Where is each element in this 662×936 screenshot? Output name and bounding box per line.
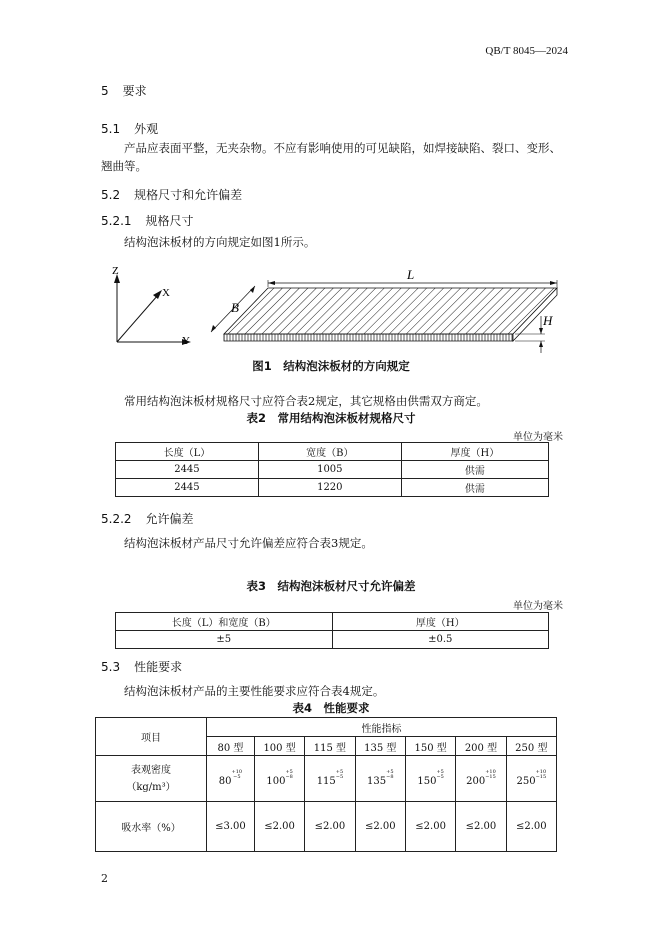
density-cell: $100^{+5 -8}$ xyxy=(254,756,304,802)
section-number: 5.2.2 xyxy=(101,512,132,526)
table-cell: 供需 xyxy=(401,461,548,479)
section-title: 要求 xyxy=(122,84,147,98)
table-cell: 1005 xyxy=(258,461,401,479)
section-title: 允许偏差 xyxy=(145,512,194,526)
dimension-label-l: L xyxy=(407,267,415,282)
density-row xyxy=(96,756,557,802)
absorption-cell: ≤3.00 xyxy=(207,802,255,852)
header-performance: 性能指标 xyxy=(207,718,557,737)
table-cell: ±0.5 xyxy=(332,631,549,649)
grade-header: 100 型 xyxy=(254,737,304,756)
absorption-cell: ≤2.00 xyxy=(506,802,556,852)
section-5-2-2-heading xyxy=(101,510,194,527)
density-cell: $250^{+10 -15}$ xyxy=(506,756,556,802)
table-3 xyxy=(115,612,549,649)
absorption-cell: ≤2.00 xyxy=(305,802,355,852)
section-number: 5 xyxy=(101,84,109,98)
appearance-text-line2: 翘曲等。 xyxy=(101,159,147,173)
table-cell: 1220 xyxy=(258,479,401,497)
axis-label-z: Z xyxy=(112,265,119,277)
table-cell: ±5 xyxy=(116,631,333,649)
density-cell: $115^{+5 -5}$ xyxy=(305,756,355,802)
figure-1-diagram xyxy=(100,258,560,358)
density-cell: $200^{+10 -15}$ xyxy=(456,756,506,802)
table-4-caption: 表4 性能要求 xyxy=(292,701,370,715)
standard-number: QB/T 8045—2024 xyxy=(485,45,568,57)
table-3-unit: 单位为毫米 xyxy=(513,601,563,612)
section-5-3-heading xyxy=(101,658,182,675)
section-title: 外观 xyxy=(134,122,159,136)
section-5-1-heading xyxy=(101,120,158,137)
section-number: 5.1 xyxy=(101,122,121,136)
header-length-width: 长度（L）和宽度（B） xyxy=(116,613,333,631)
grade-header: 250 型 xyxy=(506,737,556,756)
table-3-caption: 表3 结构泡沫板材尺寸允许偏差 xyxy=(246,579,416,593)
grade-header: 80 型 xyxy=(207,737,255,756)
table-header-row xyxy=(116,443,549,461)
header-thickness: 厚度（H） xyxy=(401,443,548,461)
section-number: 5.3 xyxy=(101,660,121,674)
board-front-face xyxy=(224,334,513,341)
table-header-row xyxy=(96,718,557,737)
section-title: 规格尺寸和允许偏差 xyxy=(134,188,243,202)
coordinate-axes xyxy=(114,274,191,345)
table-row xyxy=(116,631,549,649)
header-thickness: 厚度（H） xyxy=(332,613,549,631)
grade-header: 115 型 xyxy=(305,737,355,756)
table-2-intro-text: 常用结构泡沫板材规格尺寸应符合表2规定，其它规格由供需双方商定。 xyxy=(124,394,488,408)
section-number: 5.2 xyxy=(101,188,121,202)
absorption-cell: ≤2.00 xyxy=(456,802,506,852)
density-label-line2: （kg/m³） xyxy=(126,781,176,793)
tolerance-text: 结构泡沫板材产品尺寸允许偏差应符合表3规定。 xyxy=(124,536,373,550)
grade-header: 150 型 xyxy=(405,737,455,756)
density-cell: $150^{+5 -5}$ xyxy=(405,756,455,802)
density-label-line1: 表观密度 xyxy=(131,764,171,776)
performance-text: 结构泡沫板材产品的主要性能要求应符合表4规定。 xyxy=(124,684,385,698)
table-row xyxy=(116,479,549,497)
density-cell: $80^{+10 -5}$ xyxy=(207,756,255,802)
header-width: 宽度（B） xyxy=(258,443,401,461)
section-5-2-1-heading xyxy=(101,212,194,229)
header-length: 长度（L） xyxy=(116,443,259,461)
table-row xyxy=(116,461,549,479)
axis-label-y: Y xyxy=(182,335,190,347)
table-cell: 2445 xyxy=(116,479,259,497)
dimension-label-b: B xyxy=(231,300,239,315)
x-axis xyxy=(117,295,158,342)
spec-text: 结构泡沫板材的方向规定如图1所示。 xyxy=(124,235,316,249)
section-title: 性能要求 xyxy=(134,660,183,674)
absorption-row xyxy=(96,802,557,852)
table-2 xyxy=(115,442,549,497)
grade-header: 200 型 xyxy=(456,737,506,756)
absorption-cell: ≤2.00 xyxy=(355,802,405,852)
board-top-face xyxy=(224,288,557,334)
axis-label-x: X xyxy=(162,287,170,299)
section-number: 5.2.1 xyxy=(101,214,132,228)
grade-header: 135 型 xyxy=(355,737,405,756)
section-5-2-heading xyxy=(101,186,242,203)
table-4 xyxy=(95,717,557,852)
section-title: 规格尺寸 xyxy=(145,214,194,228)
dimension-label-h: H xyxy=(543,313,553,328)
table-cell: 供需 xyxy=(401,479,548,497)
appearance-text-line1: 产品应表面平整，无夹杂物。不应有影响使用的可见缺陷，如焊接缺陷、裂口、变形、 xyxy=(124,141,561,155)
table-cell: 2445 xyxy=(116,461,259,479)
density-label xyxy=(96,756,207,802)
header-item: 项目 xyxy=(96,718,207,756)
page-number: 2 xyxy=(101,872,108,885)
table-2-caption: 表2 常用结构泡沫板材规格尺寸 xyxy=(246,411,416,425)
x-arrowhead xyxy=(153,290,162,299)
absorption-label: 吸水率（%） xyxy=(96,802,207,852)
section-5-heading xyxy=(101,82,147,99)
table-2-unit: 单位为毫米 xyxy=(513,432,563,443)
table-header-row xyxy=(116,613,549,631)
absorption-cell: ≤2.00 xyxy=(254,802,304,852)
density-cell: $135^{+5 -8}$ xyxy=(355,756,405,802)
absorption-cell: ≤2.00 xyxy=(405,802,455,852)
figure-1-caption: 图1 结构泡沫板材的方向规定 xyxy=(252,359,410,373)
